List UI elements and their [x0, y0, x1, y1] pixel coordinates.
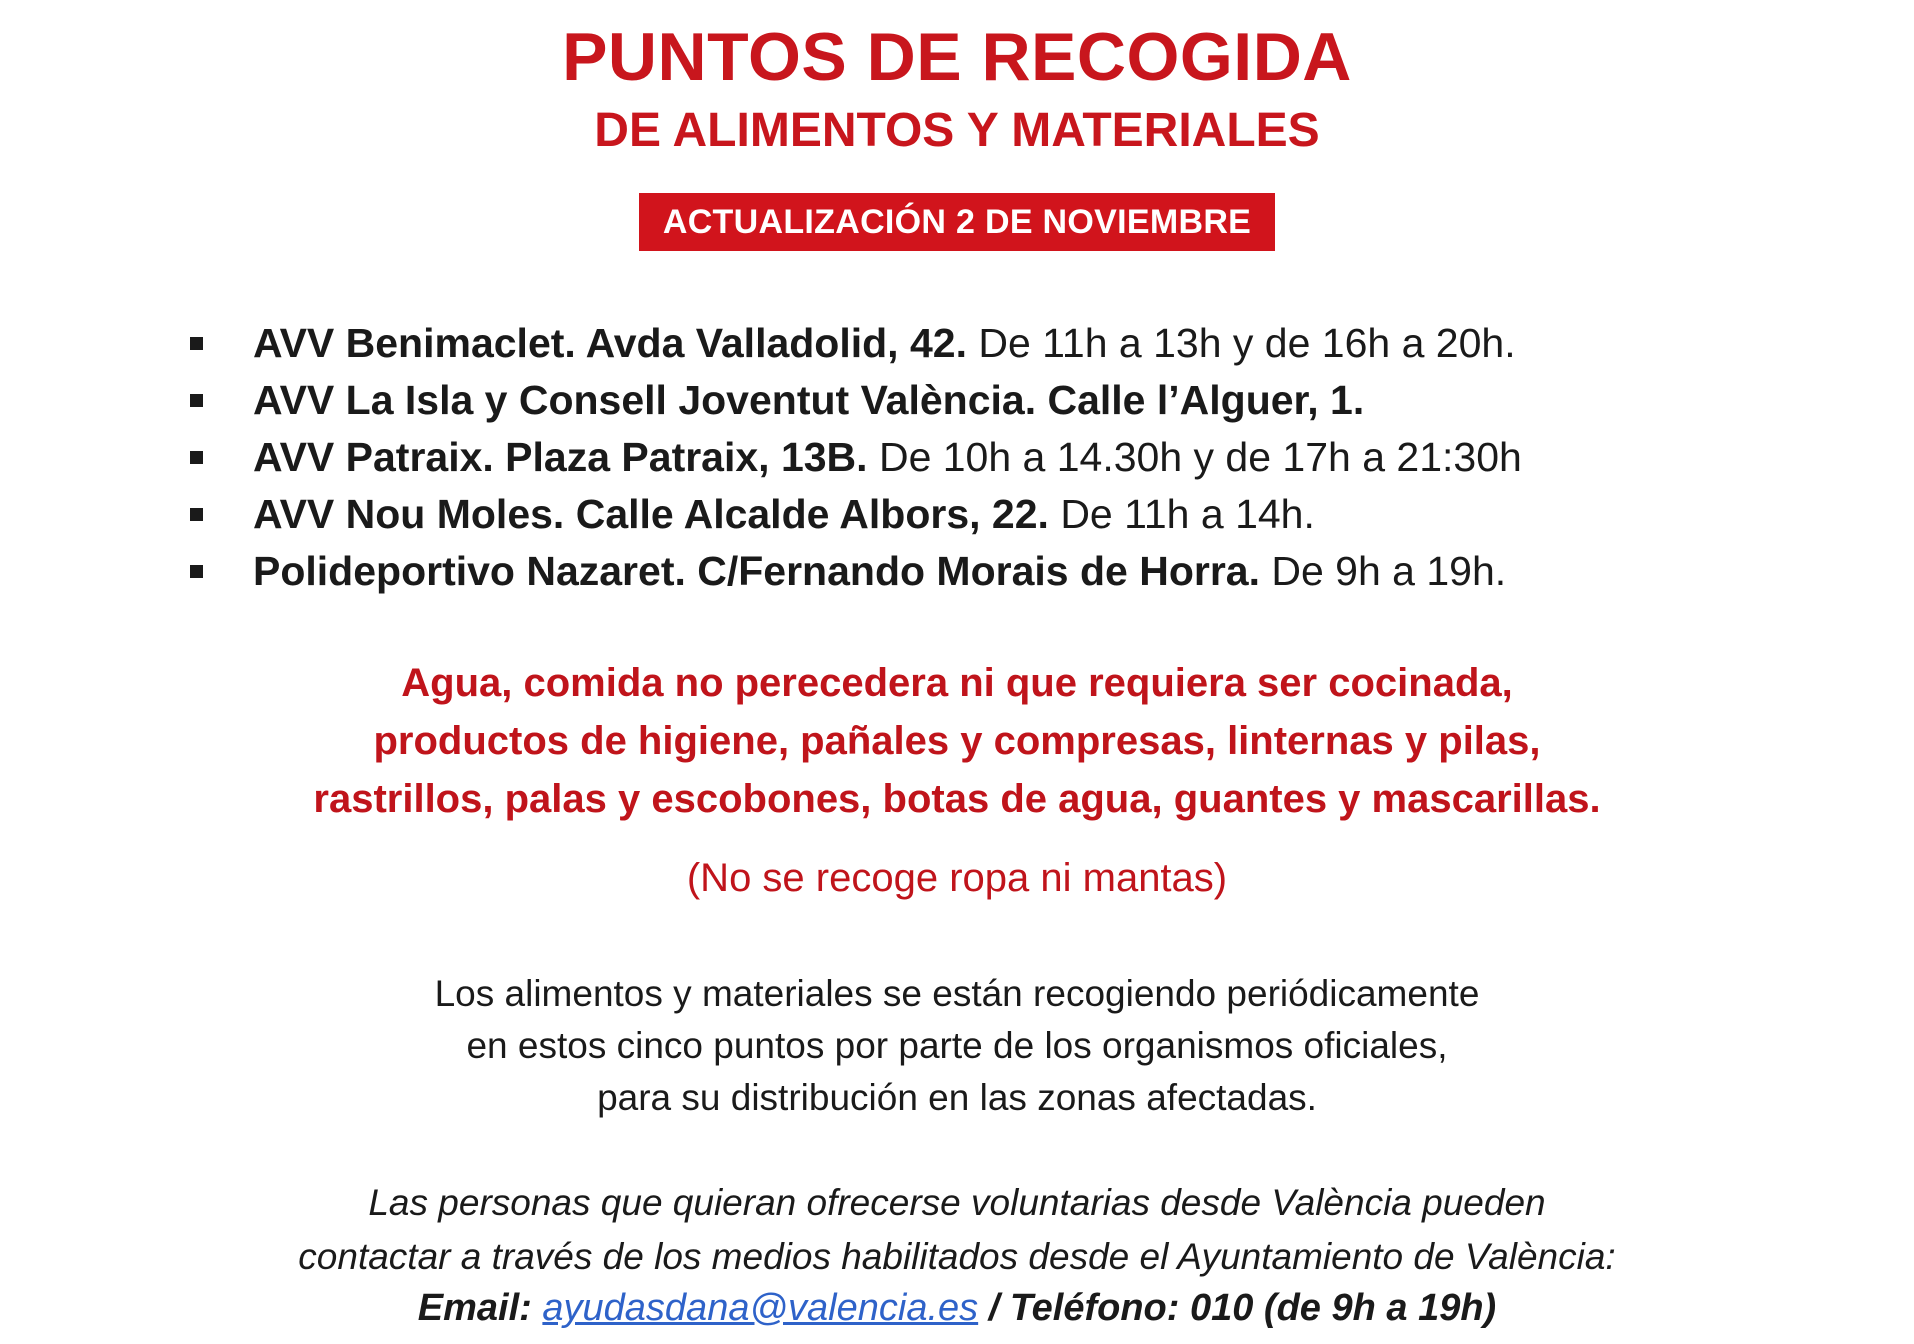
point-name: AVV Benimaclet. Avda Valladolid, 42.: [253, 320, 967, 366]
list-item: [190, 543, 1890, 600]
point-text: [253, 543, 1506, 600]
list-item: [190, 429, 1890, 486]
email-label: Email:: [417, 1287, 543, 1329]
info-line: en estos cinco puntos por parte de los organismos oficiales,: [466, 1025, 1448, 1066]
square-bullet-icon: [190, 565, 203, 578]
exclusion-note: (No se recoge ropa ni mantas): [686, 856, 1228, 900]
page-title: PUNTOS DE RECOGIDA: [562, 19, 1352, 95]
point-hours: De 9h a 19h.: [1259, 548, 1507, 594]
items-needed-block: [0, 654, 1914, 828]
info-line: para su distribución en las zonas afectadas.: [597, 1077, 1317, 1118]
point-text: [253, 429, 1522, 486]
point-hours: De 11h a 13h y de 16h a 20h.: [966, 320, 1516, 366]
list-item: [190, 372, 1890, 429]
volunteer-block: [0, 1176, 1914, 1284]
point-text: [253, 372, 1364, 429]
point-text: [253, 315, 1516, 372]
square-bullet-icon: [190, 394, 203, 407]
info-block: [0, 968, 1914, 1124]
email-link[interactable]: ayudasdana@valencia.es: [542, 1287, 979, 1329]
point-text: [253, 486, 1315, 543]
update-badge: ACTUALIZACIÓN 2 DE NOVIEMBRE: [639, 193, 1275, 251]
update-badge-wrapper: [0, 193, 1914, 251]
phone-text: / Teléfono: 010 (de 9h a 19h): [978, 1287, 1497, 1329]
items-needed-line: productos de higiene, pañales y compresas, linternas y pilas,: [373, 719, 1541, 763]
volunteer-line: Las personas que quieran ofrecerse voluntarias desde València pueden: [368, 1182, 1546, 1223]
point-name: AVV Patraix. Plaza Patraix, 13B.: [253, 434, 868, 480]
point-name: Polideportivo Nazaret. C/Fernando Morais de Horra.: [253, 548, 1260, 594]
info-line: Los alimentos y materiales se están recogiendo periódicamente: [434, 973, 1480, 1014]
point-name: AVV La Isla y Consell Joventut València. Calle l’Alguer, 1.: [253, 377, 1365, 423]
point-name: AVV Nou Moles. Calle Alcalde Albors, 22.: [253, 491, 1049, 537]
square-bullet-icon: [190, 508, 203, 521]
list-item: [190, 486, 1890, 543]
point-hours: De 11h a 14h.: [1048, 491, 1315, 537]
square-bullet-icon: [190, 451, 203, 464]
contact-line: [0, 1280, 1914, 1336]
items-needed-line: Agua, comida no perecedera ni que requiera ser cocinada,: [401, 661, 1513, 705]
point-hours: De 10h a 14.30h y de 17h a 21:30h: [867, 434, 1522, 480]
list-item: [190, 315, 1890, 372]
volunteer-line: contactar a través de los medios habilitados desde el Ayuntamiento de València:: [298, 1236, 1616, 1277]
items-needed-line: rastrillos, palas y escobones, botas de agua, guantes y mascarillas.: [313, 777, 1601, 821]
collection-points-list: [190, 315, 1890, 600]
page-subtitle: DE ALIMENTOS Y MATERIALES: [594, 104, 1320, 157]
square-bullet-icon: [190, 337, 203, 350]
